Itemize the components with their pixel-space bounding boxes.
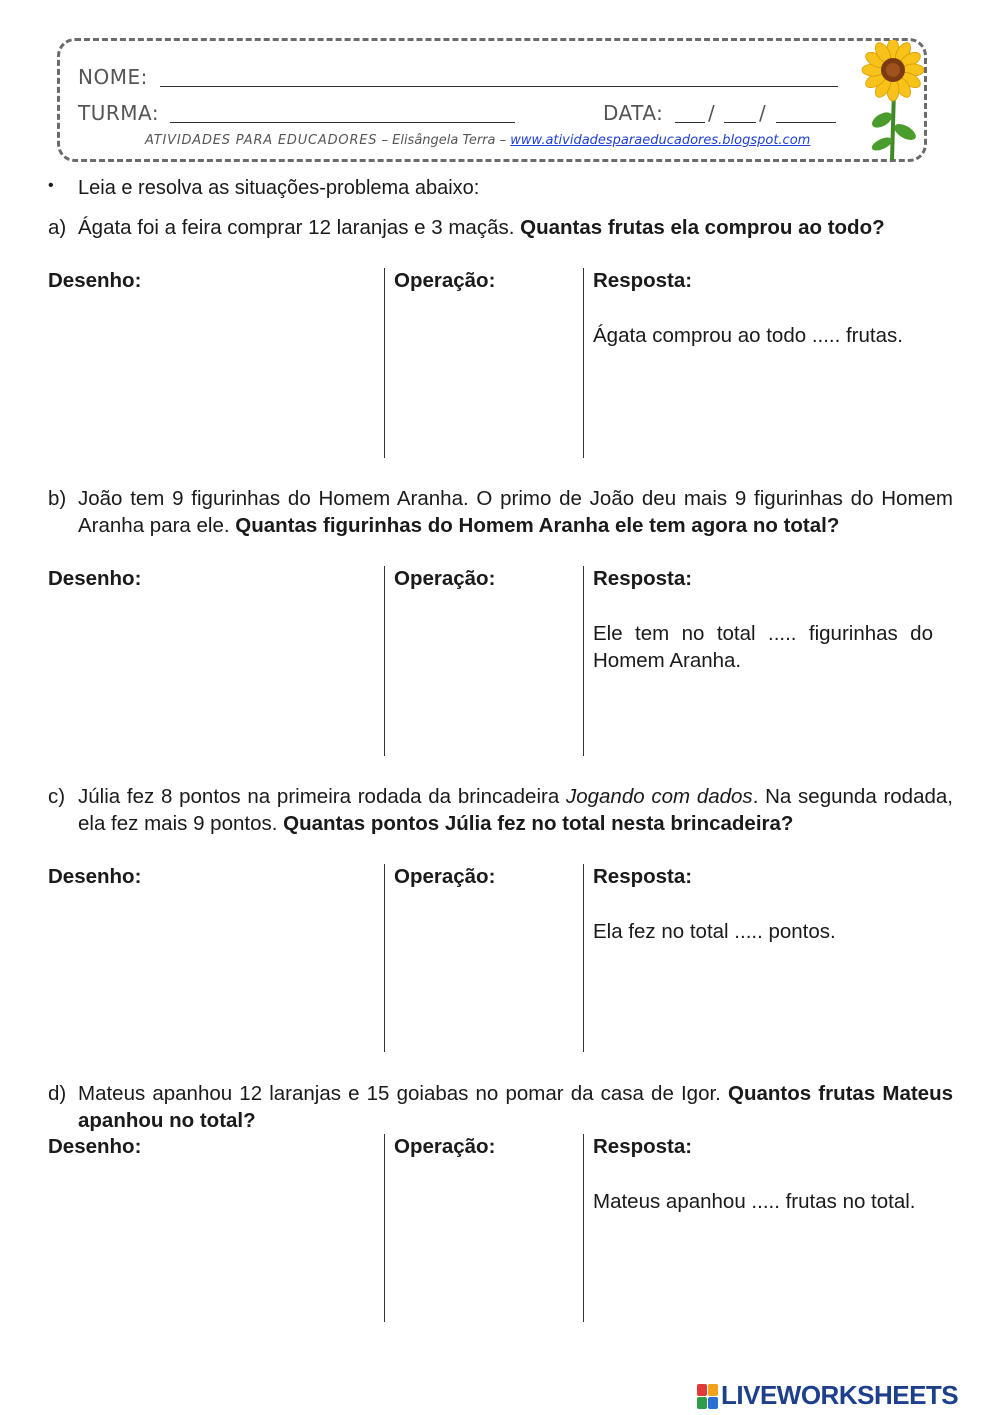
nome-field-line[interactable] xyxy=(160,86,838,87)
data-slash-2: / xyxy=(759,101,767,125)
problem-text xyxy=(78,1080,953,1134)
problem-letter: b) xyxy=(48,487,67,510)
credit-brand: ATIVIDADES PARA EDUCADORES xyxy=(145,133,378,148)
column-divider xyxy=(583,566,584,756)
credit-line xyxy=(145,133,810,148)
problem-statement-end: . Na segunda rodada, ela fez mais 9 pontos. xyxy=(78,785,953,835)
problem-question: Quantas figurinhas do Homem Aranha ele tem agora no total? xyxy=(235,514,840,537)
instructions-text: Leia e resolva as situações-problema abaixo: xyxy=(78,177,480,199)
sunflower-icon xyxy=(858,40,928,165)
turma-label: TURMA: xyxy=(78,101,160,125)
answer-text[interactable]: Ele tem no total ..... figurinhas do Homem Aranha. xyxy=(593,622,933,672)
column-divider xyxy=(384,864,385,1052)
problem-b xyxy=(48,485,953,539)
credit-url-link[interactable]: www.atividadesparaeducadores.blogspot.com xyxy=(510,133,811,148)
bullet-icon: • xyxy=(48,177,54,194)
liveworksheets-footer[interactable] xyxy=(697,1380,958,1411)
data-day-line[interactable] xyxy=(675,122,705,123)
column-divider xyxy=(384,566,385,756)
column-divider xyxy=(583,268,584,458)
problem-a xyxy=(48,214,953,241)
problem-letter: d) xyxy=(48,1082,67,1105)
problem-question: Quantas pontos Júlia fez no total nesta brincadeira? xyxy=(283,812,794,835)
data-year-line[interactable] xyxy=(776,122,836,123)
data-label: DATA: xyxy=(603,101,664,125)
footer-brand: LIVEWORKSHEETS xyxy=(721,1380,959,1410)
game-name: Jogando com dados xyxy=(565,785,753,808)
data-slash-1: / xyxy=(708,101,716,125)
problem-c xyxy=(48,783,953,837)
desenho-label: Desenho: xyxy=(48,269,142,292)
problem-statement: Ágata foi a feira comprar 12 laranjas e 3 maçãs. xyxy=(78,216,515,239)
problem-text xyxy=(78,783,953,837)
problem-text xyxy=(78,485,953,539)
column-divider xyxy=(384,268,385,458)
answer-text[interactable]: Ágata comprou ao todo ..... frutas. xyxy=(593,324,903,347)
nome-label: NOME: xyxy=(78,65,148,89)
turma-field-line[interactable] xyxy=(170,122,515,123)
operacao-label: Operação: xyxy=(394,1135,496,1158)
operacao-label: Operação: xyxy=(394,269,496,292)
column-divider xyxy=(583,1134,584,1322)
resposta-label: Resposta: xyxy=(593,269,693,292)
column-divider xyxy=(583,864,584,1052)
resposta-label: Resposta: xyxy=(593,865,693,888)
problem-text xyxy=(78,214,953,241)
desenho-label: Desenho: xyxy=(48,1135,142,1158)
credit-author: – Elisângela Terra – xyxy=(377,133,511,148)
answer-text[interactable]: Ela fez no total ..... pontos. xyxy=(593,920,836,943)
problem-letter: a) xyxy=(48,216,67,239)
desenho-label: Desenho: xyxy=(48,567,142,590)
operacao-label: Operação: xyxy=(394,865,496,888)
column-divider xyxy=(384,1134,385,1322)
problem-letter: c) xyxy=(48,785,66,808)
problem-statement: Mateus apanhou 12 laranjas e 15 goiabas no pomar da casa de Igor. xyxy=(78,1082,721,1105)
resposta-label: Resposta: xyxy=(593,1135,693,1158)
problem-question: Quantas frutas ela comprou ao todo? xyxy=(520,216,885,239)
problem-statement: João tem 9 figurinhas do Homem Aranha. O primo de João deu mais 9 figurinhas do Homem Aranha para ele. xyxy=(78,487,953,537)
problem-d xyxy=(48,1080,953,1134)
resposta-label: Resposta: xyxy=(593,567,693,590)
desenho-label: Desenho: xyxy=(48,865,142,888)
answer-text[interactable]: Mateus apanhou ..... frutas no total. xyxy=(593,1190,916,1213)
problem-question: Quantos frutas Mateus apanhou no total? xyxy=(78,1082,953,1132)
liveworksheets-logo-icon xyxy=(697,1384,719,1410)
problem-statement: Júlia fez 8 pontos na primeira rodada da brincadeira xyxy=(78,785,566,808)
data-month-line[interactable] xyxy=(724,122,756,123)
operacao-label: Operação: xyxy=(394,567,496,590)
